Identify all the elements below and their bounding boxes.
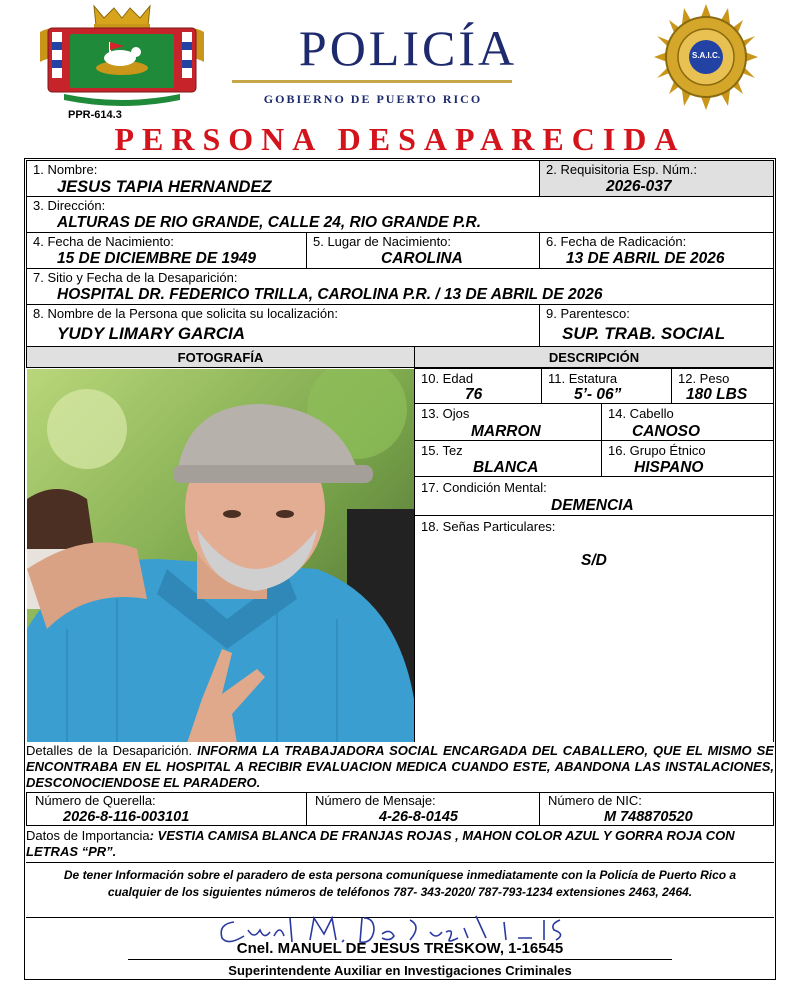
- sitio-label: 7. Sitio y Fecha de la Desaparición:: [33, 270, 238, 285]
- nacimiento-label: 4. Fecha de Nacimiento:: [33, 234, 174, 249]
- direccion-value: ALTURAS DE RIO GRANDE, CALLE 24, RIO GRANDE P.R.: [57, 214, 481, 231]
- photo-header-text: FOTOGRAFÍA: [177, 350, 264, 365]
- mensaje-label: Número de Mensaje:: [315, 793, 436, 808]
- mental-value: DEMENCIA: [551, 497, 634, 514]
- field-radicacion: [539, 232, 774, 269]
- grupo-value: HISPANO: [634, 459, 704, 476]
- grupo-label: 16. Grupo Étnico: [608, 443, 706, 458]
- field-edad: [414, 368, 542, 404]
- mensaje-value: 4-26-8-0145: [379, 809, 458, 825]
- senas-label: 18. Señas Particulares:: [421, 519, 556, 534]
- details-label: Detalles de la Desaparición.: [26, 743, 193, 758]
- field-sitio: [26, 268, 774, 305]
- description-section-header: [414, 346, 774, 368]
- signature-line: [128, 959, 672, 960]
- sitio-value: HOSPITAL DR. FEDERICO TRILLA, CAROLINA P.R. / 13 DE ABRIL DE 2026: [57, 286, 603, 303]
- peso-value: 180 LBS: [686, 386, 748, 403]
- field-nombre: [26, 160, 540, 197]
- field-nic: [539, 792, 774, 826]
- requisitoria-label: 2. Requisitoria Esp. Núm.:: [546, 162, 698, 177]
- agency-name: POLICÍA: [298, 20, 518, 76]
- description-header-text: DESCRIPCIÓN: [548, 350, 640, 365]
- estatura-value: 5’- 06”: [574, 386, 622, 403]
- field-direccion: [26, 196, 774, 233]
- field-grupo: [601, 440, 774, 477]
- page-title: PERSONA DESAPARECIDA: [114, 121, 686, 157]
- contact-notice: De tener Información sobre el paradero de esta persona comuníquese inmediatamente con la Policía de Puerto Rico a cualquier de los siguientes números de teléfonos 787- 343-2020/ 787-793-1234 extensiones 2463, 2464.: [63, 868, 737, 899]
- form-code: PPR-614.3: [68, 109, 122, 121]
- solicitante-value: YUDY LIMARY GARCIA: [57, 324, 245, 343]
- field-ojos: [414, 403, 602, 441]
- badge-abbreviation: S.A.I.C.: [691, 51, 720, 60]
- field-peso: [671, 368, 774, 404]
- nombre-label: 1. Nombre:: [33, 162, 98, 177]
- tez-label: 15. Tez: [421, 443, 463, 458]
- title-underline: [232, 80, 512, 83]
- ojos-value: MARRON: [471, 423, 541, 440]
- estatura-label: 11. Estatura: [548, 371, 618, 386]
- signature-title: Superintendente Auxiliar en Investigaciones Criminales: [228, 963, 572, 978]
- field-solicitante: [26, 304, 540, 347]
- details-text: INFORMA LA TRABAJADORA SOCIAL ENCARGADA DEL CABALLERO, QUE EL MISMO SE ENCONTRABA EN EL HOSPITAL A RECIBIR EVALUACION MEDICA CUANDO ESTE, ABANDONA LAS INSTALACIONES, DESCONOCIENDOSE EL PARADERO.: [26, 743, 774, 790]
- nombre-value: JESUS TAPIA HERNANDEZ: [57, 178, 272, 196]
- signature-name: Cnel. MANUEL DE JESUS TRESKOW, 1-16545: [236, 940, 564, 957]
- field-senas: [414, 515, 774, 743]
- lugar-value: CAROLINA: [381, 250, 463, 267]
- photo-section-header: [26, 346, 415, 368]
- nic-label: Número de NIC:: [548, 793, 642, 808]
- nacimiento-value: 15 DE DICIEMBRE DE 1949: [57, 250, 256, 267]
- nic-value: M 748870520: [604, 809, 693, 825]
- querella-value: 2026-8-116-003101: [63, 809, 190, 825]
- missing-person-photo: [27, 369, 414, 743]
- parentesco-value: SUP. TRAB. SOCIAL: [562, 324, 726, 343]
- field-importance: [26, 825, 774, 863]
- field-querella: [26, 792, 307, 826]
- field-estatura: [541, 368, 672, 404]
- radicacion-label: 6. Fecha de Radicación:: [546, 234, 687, 249]
- querella-label: Número de Querella:: [35, 793, 156, 808]
- field-tez: [414, 440, 602, 477]
- field-cabello: [601, 403, 774, 441]
- field-parentesco: [539, 304, 774, 347]
- field-requisitoria: [539, 160, 774, 197]
- field-lugar: [306, 232, 540, 269]
- lugar-label: 5. Lugar de Nacimiento:: [313, 234, 452, 249]
- government-name: GOBIERNO DE PUERTO RICO: [263, 92, 483, 106]
- solicitante-label: 8. Nombre de la Persona que solicita su localización:: [33, 306, 338, 321]
- field-condicion-mental: [414, 476, 774, 516]
- importance-label: Datos de Importancia: [26, 828, 150, 843]
- edad-value: 76: [465, 386, 483, 403]
- puerto-rico-coat-of-arms: [34, 2, 210, 106]
- requisitoria-value: 2026-037: [606, 178, 672, 195]
- field-nacimiento: [26, 232, 307, 269]
- parentesco-label: 9. Parentesco:: [546, 306, 630, 321]
- mental-label: 17. Condición Mental:: [421, 480, 547, 495]
- field-details: [26, 742, 774, 793]
- cabello-label: 14. Cabello: [608, 406, 674, 421]
- peso-label: 12. Peso: [678, 371, 730, 386]
- radicacion-value: 13 DE ABRIL DE 2026: [566, 250, 725, 267]
- field-mensaje: [306, 792, 540, 826]
- direccion-label: 3. Dirección:: [33, 198, 106, 213]
- ojos-label: 13. Ojos: [421, 406, 470, 421]
- cabello-value: CANOSO: [632, 423, 701, 440]
- saic-badge: [652, 2, 760, 112]
- edad-label: 10. Edad: [421, 371, 474, 386]
- senas-value: S/D: [581, 552, 607, 569]
- tez-value: BLANCA: [473, 459, 539, 476]
- importance-text: : VESTIA CAMISA BLANCA DE FRANJAS ROJAS , MAHON COLOR AZUL Y GORRA ROJA CON LETRAS “PR”.: [26, 828, 735, 859]
